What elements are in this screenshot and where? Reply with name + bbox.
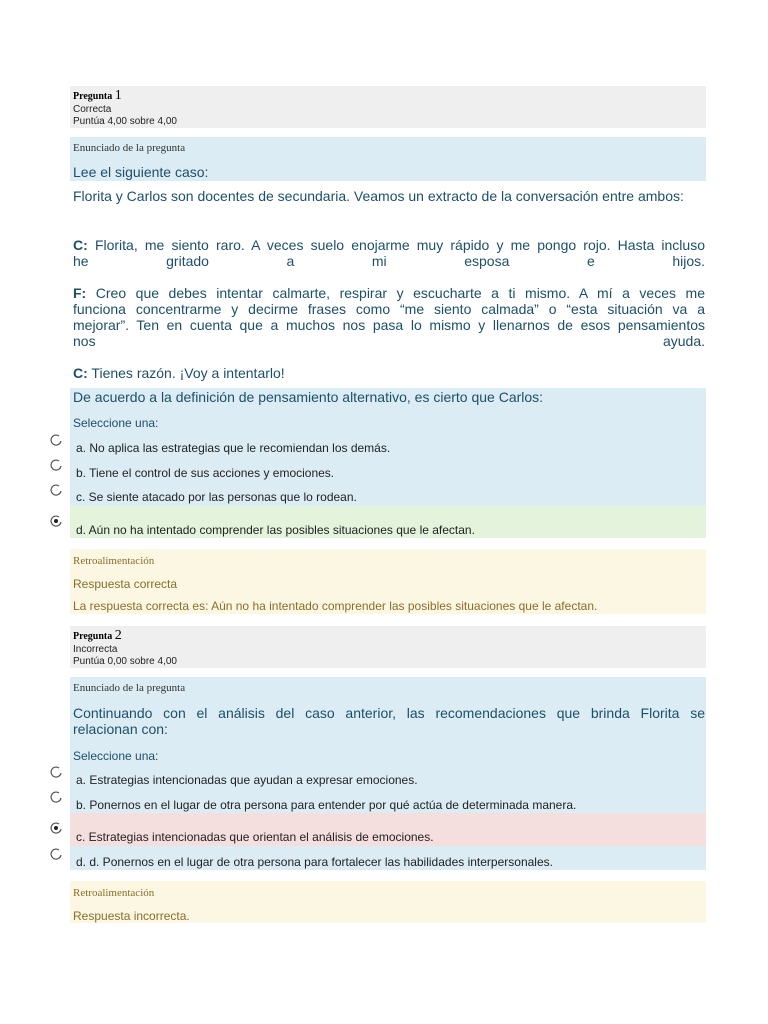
q1-f1-line2: funciona concentrarme y decirme frases como “me siento calmada” o “esta situación va a (73, 301, 705, 317)
q1-c2-line (73, 365, 705, 381)
q1-option-b[interactable]: b. Tiene el control de sus acciones y emociones. (76, 466, 335, 480)
q2-option-c-radio-selected[interactable] (50, 822, 62, 834)
q2-option-b[interactable]: b. Ponernos en el lugar de otra persona para entender por qué actúa de determinada manera. (76, 798, 577, 812)
q1-option-d-radio-selected[interactable] (50, 515, 62, 527)
q1-option-a-radio[interactable] (50, 434, 62, 446)
q1-option-b-radio[interactable] (50, 459, 62, 471)
q2-question-line2: relacionan con: (73, 721, 168, 737)
q1-title-label: Pregunta (73, 91, 113, 102)
q1-feedback-answer: La respuesta correcta es: Aún no ha intentado comprender las posibles situaciones que le afectan. (73, 599, 598, 613)
q1-c1-text1: Florita, me siento raro. A veces suelo enojarme muy rápido y me pongo rojo. Hasta incluso (94, 237, 705, 253)
q2-title-label: Pregunta (73, 631, 113, 642)
q1-c1-speaker: C: (73, 237, 88, 253)
q2-option-d[interactable]: d. d. Ponernos en el lugar de otra persona para fortalecer las habilidades interpersonales. (76, 855, 553, 869)
q1-c2-text: Tienes razón. ¡Voy a intentarlo! (91, 365, 285, 381)
q1-status: Correcta (73, 104, 112, 115)
q2-option-b-radio[interactable] (50, 791, 62, 803)
q2-title (73, 628, 122, 644)
q1-option-a[interactable]: a. No aplica las estrategias que le recomiendan los demás. (76, 441, 391, 455)
q2-option-c[interactable]: c. Estrategias intencionadas que orientan el análisis de emociones. (76, 830, 434, 844)
q1-option-c[interactable]: c. Se siente atacado por las personas que lo rodean. (76, 490, 357, 504)
q1-f1-line1 (73, 285, 705, 301)
q2-question-box (70, 677, 706, 813)
q2-select-prompt: Seleccione una: (73, 749, 159, 763)
q2-option-a-radio[interactable] (50, 766, 62, 778)
q2-option-a[interactable]: a. Estrategias intencionadas que ayudan a expresar emociones. (76, 773, 418, 787)
q1-case-paragraph: Florita y Carlos son docentes de secundaria. Veamos un extracto de la conversación entre ambos: (73, 188, 684, 204)
q1-score: Puntúa 4,00 sobre 4,00 (73, 116, 177, 127)
q1-info-box (70, 86, 706, 128)
q2-feedback-result: Respuesta incorrecta. (73, 909, 190, 923)
q2-score: Puntúa 0,00 sobre 4,00 (73, 656, 177, 667)
q2-statement-label: Enunciado de la pregunta (73, 682, 186, 694)
q1-question-text: De acuerdo a la definición de pensamiento alternativo, es cierto que Carlos: (73, 389, 544, 405)
q1-intro: Lee el siguiente caso: (73, 164, 209, 180)
q1-select-prompt: Seleccione una: (73, 416, 159, 430)
q1-c1-line1 (73, 237, 705, 253)
q1-f1-speaker: F: (73, 285, 87, 301)
q2-option-d-radio[interactable] (50, 848, 62, 860)
q1-number: 1 (114, 88, 122, 103)
q1-option-c-radio[interactable] (50, 484, 62, 496)
q2-feedback-label: Retroalimentación (73, 887, 155, 899)
q1-c1-line2: he gritado a mi esposa e hijos. (73, 253, 705, 269)
q2-status: Incorrecta (73, 644, 118, 655)
q2-number: 2 (114, 628, 122, 643)
q2-question-line1: Continuando con el análisis del caso anterior, las recomendaciones que brinda Florita se (73, 705, 705, 721)
q1-feedback-label: Retroalimentación (73, 555, 155, 567)
q1-f1-text1: Creo que debes intentar calmarte, respirar y escucharte a ti mismo. A mí a veces me (95, 285, 705, 301)
q1-title (73, 88, 122, 104)
q1-statement-label: Enunciado de la pregunta (73, 142, 186, 154)
q1-f1-line3: mejorar”. Ten en cuenta que a muchos nos pasa lo mismo y llenarnos de esos pensamientos (73, 317, 705, 333)
q1-option-d[interactable]: d. Aún no ha intentado comprender las posibles situaciones que le afectan. (76, 523, 475, 537)
q1-f1-line4: nos ayuda. (73, 333, 705, 349)
q1-c2-speaker: C: (73, 365, 88, 381)
q2-info-box (70, 626, 706, 668)
q1-feedback-result: Respuesta correcta (73, 577, 178, 591)
